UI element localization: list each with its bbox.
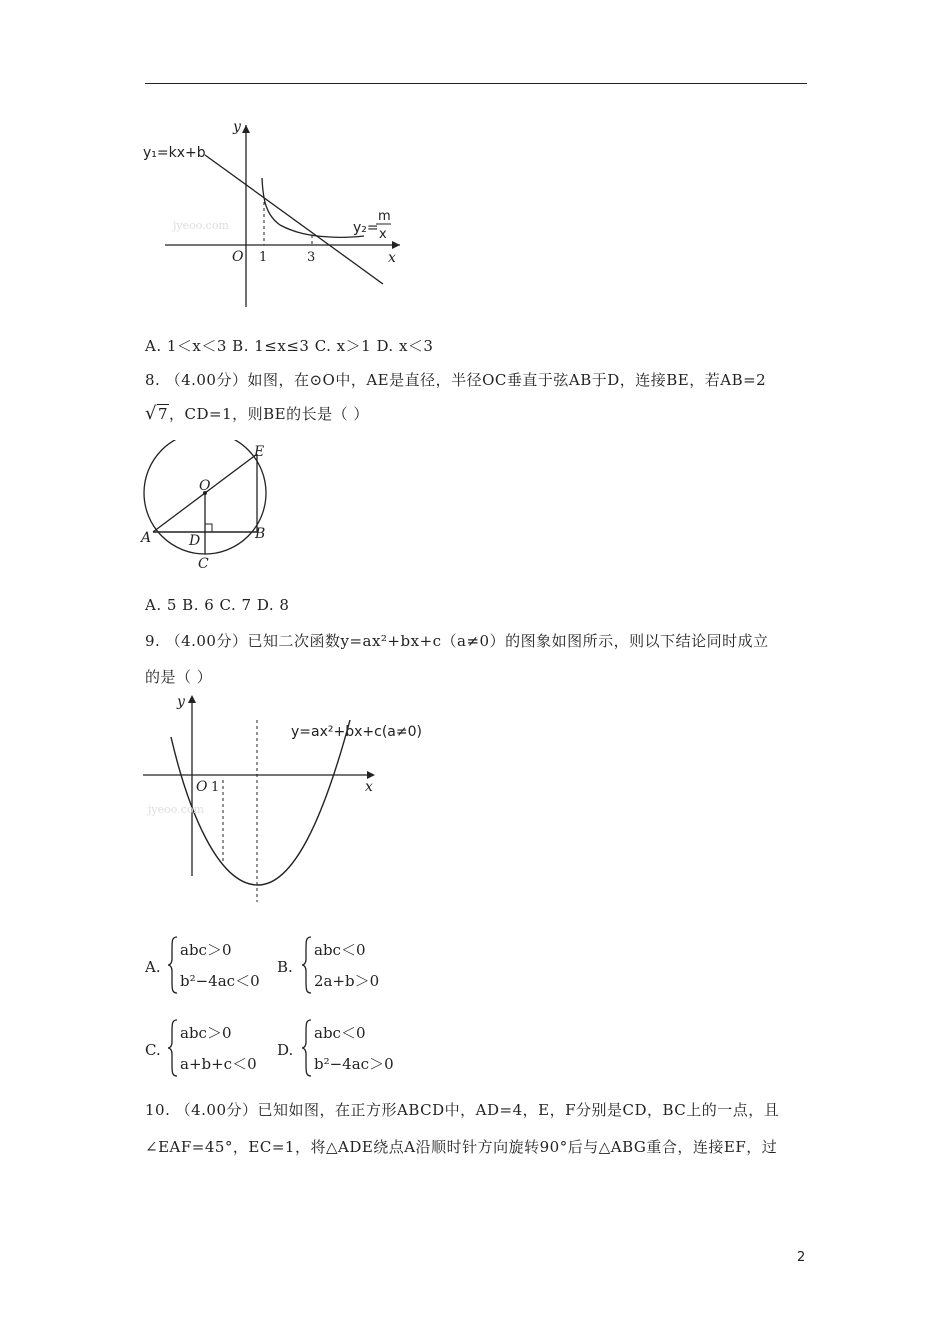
q7-options: A. 1＜x＜3 B. 1≤x≤3 C. x＞1 D. x＜3 (145, 337, 434, 355)
q8-label-O: O (199, 478, 211, 494)
q9-option-A-row1: abc＞0 (180, 941, 232, 959)
left-brace-icon (301, 1018, 313, 1078)
q9-option-A-system (167, 935, 277, 995)
q7-curve-numerator: m (378, 209, 391, 224)
q9-option-B-row2: 2a+b＞0 (314, 972, 380, 990)
left-brace-icon (301, 935, 313, 995)
q7-origin: O (232, 249, 244, 265)
left-brace-icon (167, 1018, 179, 1078)
q8-line1: 8. （4.00分）如图，在⊙O中，AE是直径，半径OC垂直于弦AB于D，连接BE，若AB=2 (145, 371, 767, 389)
q8-label-A: A (141, 530, 152, 546)
q9-option-D-row1: abc＜0 (314, 1024, 366, 1042)
q9-option-C-system (167, 1018, 277, 1078)
q7-axis-x: x (388, 250, 396, 266)
q7-curve-denominator: x (379, 227, 387, 242)
q9-axis-y: y (177, 694, 185, 710)
q9-tick-1: 1 (211, 780, 220, 795)
q7-graph (140, 115, 410, 315)
q7-tick-3: 3 (307, 250, 316, 265)
q8-line2 (145, 403, 369, 424)
q9-curve-label: y=ax²+bx+c(a≠0) (291, 724, 422, 740)
q7-curve-label-prefix: y₂= (353, 220, 379, 236)
q7-watermark: jyeoo.com (173, 219, 229, 232)
q9-option-B-letter: B. (277, 958, 293, 976)
q9-axis-x: x (365, 779, 373, 795)
q8-line2-rest: ，CD=1，则BE的长是（ ） (169, 405, 369, 423)
q9-line2: 的是（ ） (145, 668, 213, 686)
header-rule (145, 83, 807, 84)
q9-option-A-row2: b²−4ac＜0 (180, 972, 260, 990)
q8-label-C: C (198, 556, 209, 572)
left-brace-icon (167, 935, 179, 995)
q9-option-C-row1: abc＞0 (180, 1024, 232, 1042)
sqrt-symbol: √ (145, 403, 157, 424)
q9-origin: O (196, 779, 208, 795)
q9-option-B-row1: abc＜0 (314, 941, 366, 959)
q9-line1: 9. （4.00分）已知二次函数y=ax²+bx+c（a≠0）的图象如图所示，则以下结论同时成立 (145, 632, 769, 650)
q10-line2: ∠EAF=45°，EC=1，将△ADE绕点A沿顺时针方向旋转90°后与△ABG重合，连接EF，过 (145, 1138, 778, 1156)
q7-tick-1: 1 (259, 250, 268, 265)
q8-label-D: D (189, 533, 201, 549)
q9-option-C-row2: a+b+c＜0 (180, 1055, 257, 1073)
q9-graph (138, 690, 428, 910)
q8-figure (138, 440, 283, 575)
q9-option-C-letter: C. (145, 1041, 161, 1059)
q9-option-D-letter: D. (277, 1041, 294, 1059)
q9-option-D-system (301, 1018, 421, 1078)
q9-option-D-row2: b²−4ac＞0 (314, 1055, 394, 1073)
q7-line-label: y₁=kx+b (143, 145, 206, 161)
q8-radicand: 7 (157, 405, 169, 423)
q9-option-B-system (301, 935, 401, 995)
q9-option-A-letter: A. (145, 958, 161, 976)
q8-label-E: E (254, 444, 265, 460)
page-number: 2 (797, 1250, 806, 1265)
q8-label-B: B (255, 526, 266, 542)
q10-line1: 10. （4.00分）已知如图，在正方形ABCD中，AD=4，E，F分别是CD，BC上的一点，且 (145, 1101, 780, 1119)
q9-watermark: jyeoo.com (148, 803, 204, 816)
q8-options: A. 5 B. 6 C. 7 D. 8 (145, 596, 290, 614)
q7-axis-y: y (233, 119, 241, 135)
